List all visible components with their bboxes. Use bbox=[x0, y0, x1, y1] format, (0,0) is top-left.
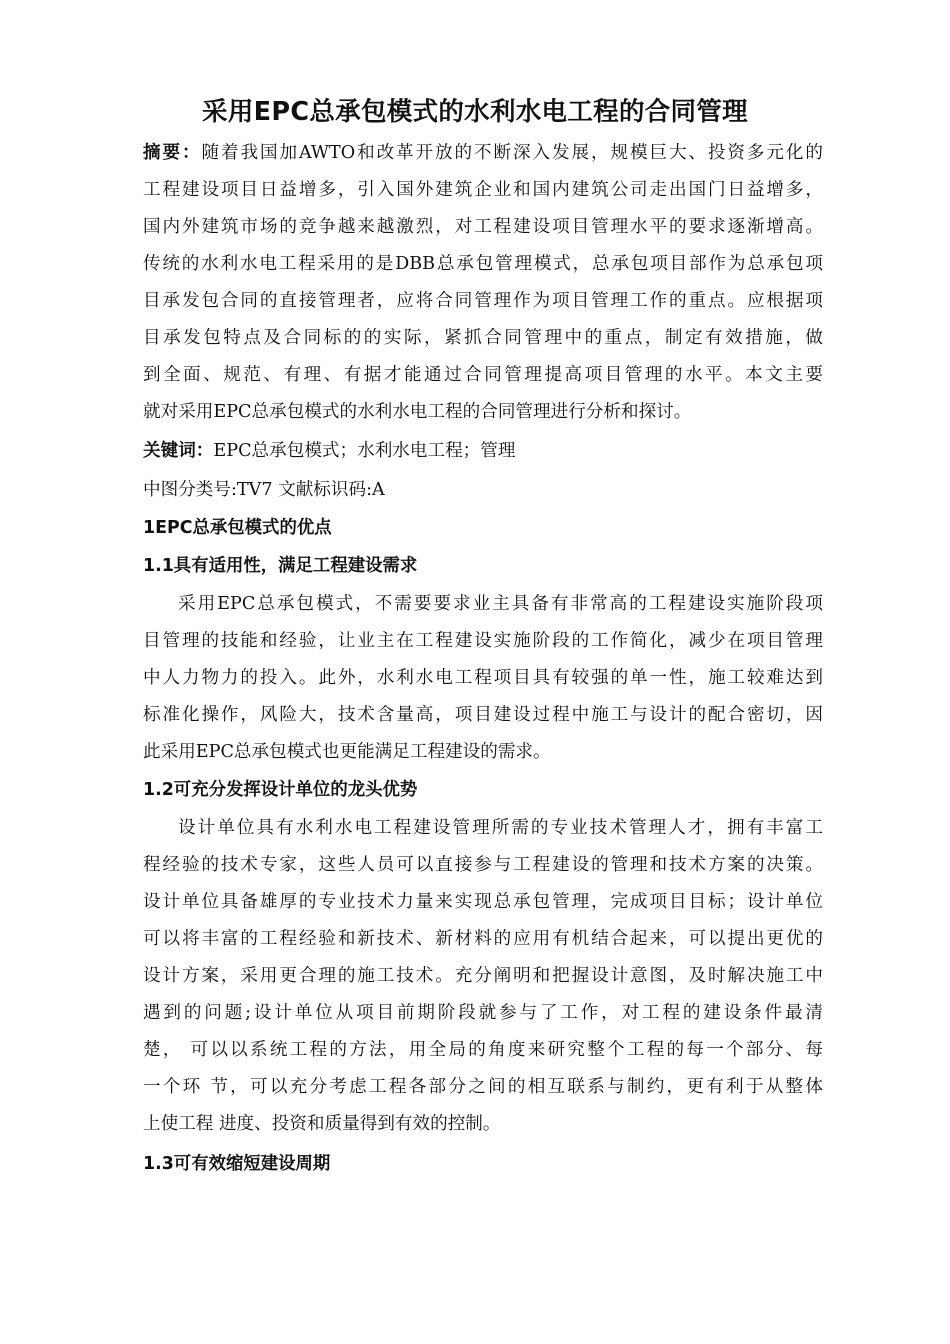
paragraph-1-2-line-5: 设计方案，采用更合理的施工技术。充分阐明和把握设计意图，及时解决施工中 bbox=[143, 966, 823, 986]
classification-line: 中图分类号:TV7 文献标识码:A bbox=[143, 480, 385, 500]
subsection-1-2-heading: 1.2可充分发挥设计单位的龙头优势 bbox=[143, 780, 418, 800]
paragraph-1-1-line-1: 采用EPC总承包模式，不需要要求业主具备有非常高的工程建设实施阶段项 bbox=[178, 594, 823, 614]
paragraph-1-1-line-5: 此采用EPC总承包模式也更能满足工程建设的需求。 bbox=[143, 742, 551, 762]
paragraph-1-2-line-1: 设计单位具有水利水电工程建设管理所需的专业技术管理人才，拥有丰富工 bbox=[178, 818, 823, 838]
subsection-1-3-heading: 1.3可有效缩短建设周期 bbox=[143, 1154, 331, 1174]
paragraph-1-1-line-2: 目管理的技能和经验，让业主在工程建设实施阶段的工作简化，减少在项目管理 bbox=[143, 631, 823, 651]
subsection-1-1-heading: 1.1具有适用性，满足工程建设需求 bbox=[143, 556, 418, 576]
paragraph-1-1-line-3: 中人力物力的投入。此外，水利水电工程项目具有较强的单一性，施工较难达到 bbox=[143, 668, 823, 688]
paragraph-1-2-line-6: 遇到的问题;设计单位从项目前期阶段就参与了工作，对工程的建设条件最清 bbox=[143, 1003, 823, 1023]
abstract-line-5: 目承发包合同的直接管理者，应将合同管理作为项目管理工作的重点。应根据项 bbox=[143, 291, 823, 311]
keywords-text: EPC总承包模式；水利水电工程；管理 bbox=[213, 441, 516, 461]
keywords-label: 关键词： bbox=[143, 441, 214, 461]
paragraph-1-1-line-4: 标准化操作，风险大，技术含量高，项目建设过程中施工与设计的配合密切，因 bbox=[143, 705, 823, 725]
abstract-line-6: 目承发包特点及合同标的的实际，紧抓合同管理中的重点，制定有效措施，做 bbox=[143, 328, 823, 348]
paragraph-1-2-line-8: 一个环 节，可以充分考虑工程各部分之间的相互联系与制约，更有利于从整体 bbox=[143, 1077, 823, 1097]
paragraph-1-2-line-2: 程经验的技术专家，这些人员可以直接参与工程建设的管理和技术方案的决策。 bbox=[143, 855, 823, 875]
abstract-label: 摘要： bbox=[143, 143, 202, 163]
abstract-line-3: 国内外建筑市场的竞争越来越激烈，对工程建设项目管理水平的要求逐渐增高。 bbox=[143, 217, 823, 237]
paragraph-1-2-line-9: 上使工程 进度、投资和质量得到有效的控制。 bbox=[143, 1114, 501, 1134]
abstract-line-1 bbox=[143, 139, 823, 167]
paragraph-1-2-line-4: 可以将丰富的工程经验和新技术、新材料的应用有机结合起来，可以提出更优的 bbox=[143, 929, 823, 949]
abstract-line-8: 就对采用EPC总承包模式的水利水电工程的合同管理进行分析和探讨。 bbox=[143, 402, 692, 422]
document-title: 采用EPC总承包模式的水利水电工程的合同管理 bbox=[202, 97, 748, 127]
paragraph-1-2-line-7: 楚， 可以以系统工程的方法，用全局的角度来研究整个工程的每一个部分、每 bbox=[143, 1040, 823, 1060]
paragraph-1-2-line-3: 设计单位具备雄厚的专业技术力量来实现总承包管理，完成项目目标；设计单位 bbox=[143, 892, 823, 912]
keywords-line bbox=[143, 437, 823, 465]
abstract-line-2: 工程建设项目日益增多，引入国外建筑企业和国内建筑公司走出国门日益增多， bbox=[143, 180, 823, 200]
abstract-line-7: 到全面、规范、有理、有据才能通过合同管理提高项目管理的水平。本文主要 bbox=[143, 365, 823, 385]
abstract-text: 随着我国加AWTO和改革开放的不断深入发展，规模巨大、投资多元化的 bbox=[201, 143, 823, 163]
abstract-line-4: 传统的水利水电工程采用的是DBB总承包管理模式，总承包项目部作为总承包项 bbox=[143, 254, 823, 274]
section-1-heading: 1EPC总承包模式的优点 bbox=[143, 518, 332, 538]
